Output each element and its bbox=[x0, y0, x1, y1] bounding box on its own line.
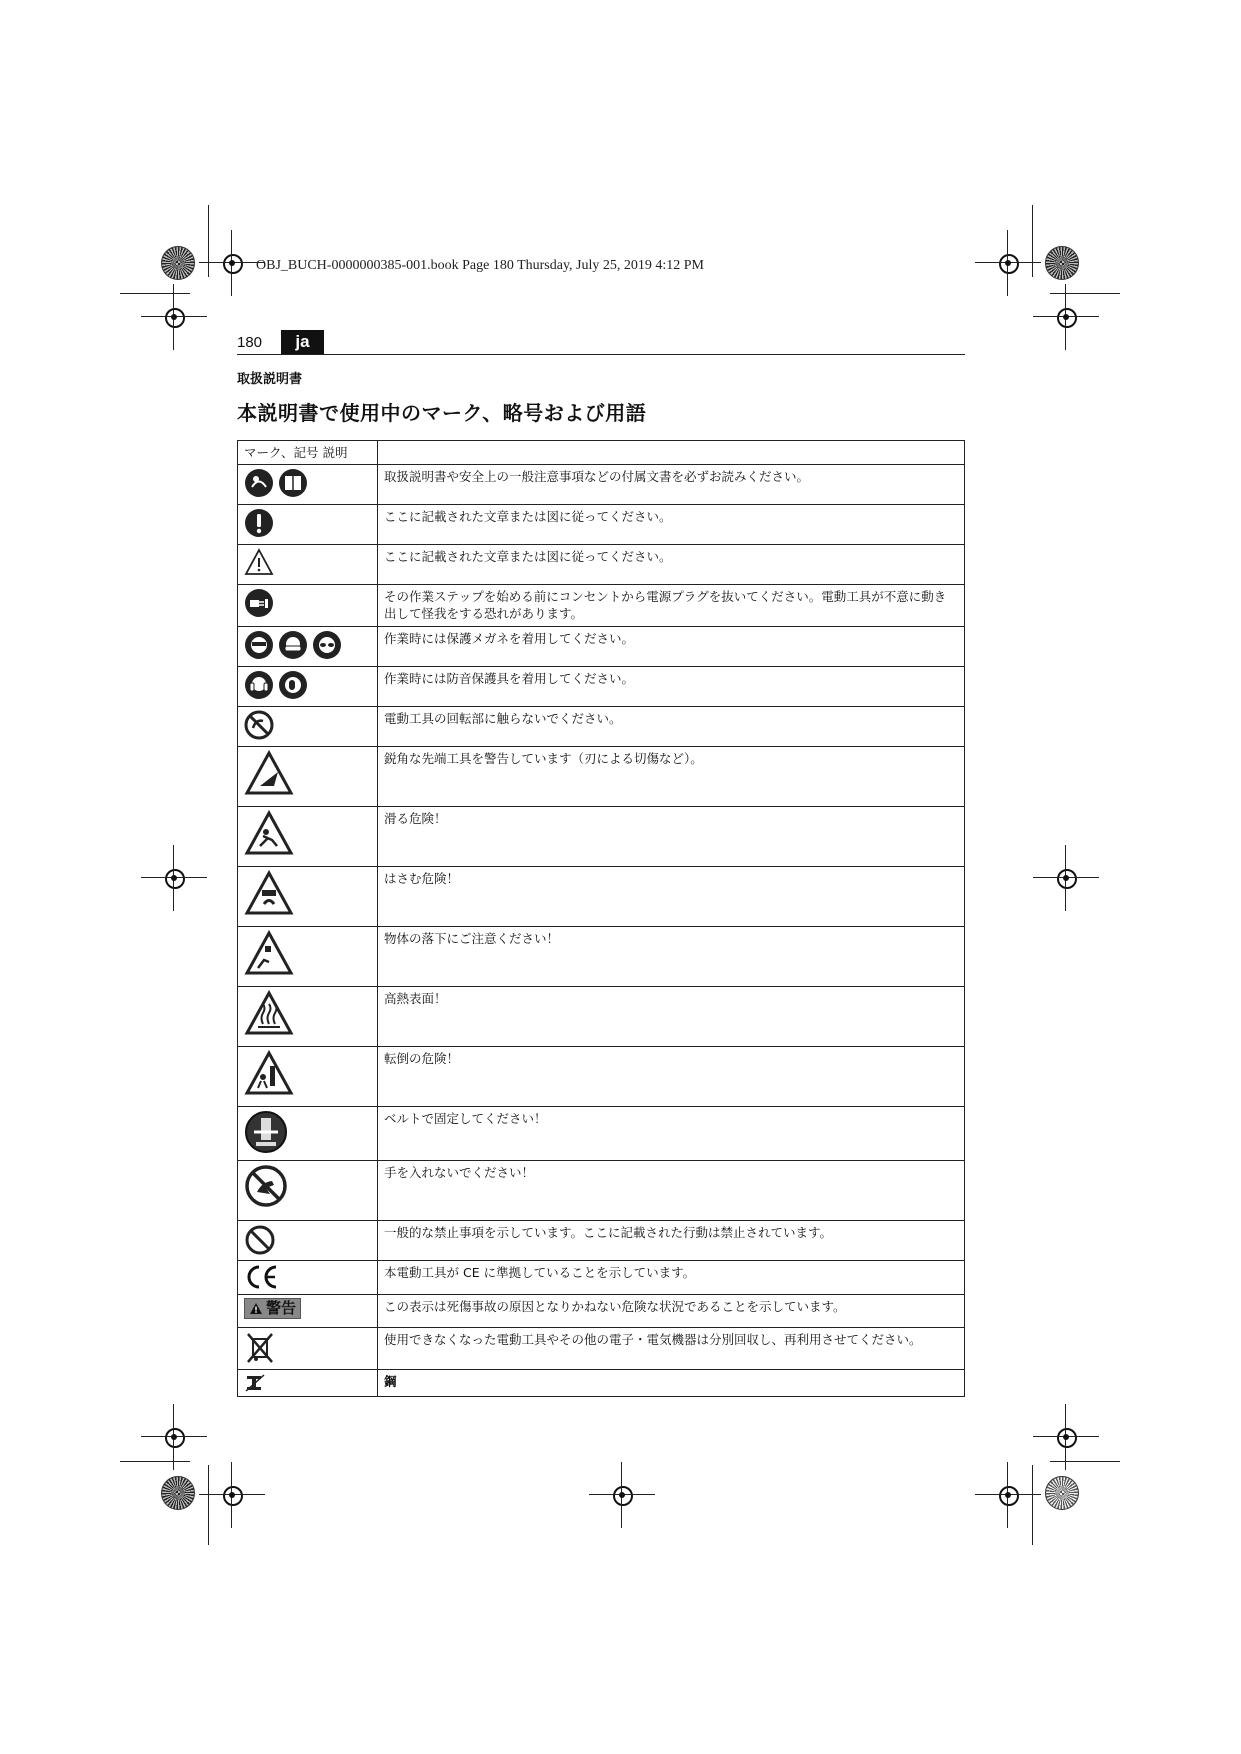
registration-crosshair-icon bbox=[1049, 1420, 1083, 1454]
desc-cell: 滑る危険！ bbox=[378, 807, 965, 867]
exclamation-icon bbox=[244, 508, 274, 538]
column-header-mark: マーク、記号 bbox=[244, 445, 319, 460]
mark-cell bbox=[238, 627, 378, 667]
table-row bbox=[238, 987, 965, 1047]
mark-cell bbox=[238, 505, 378, 545]
table-row bbox=[238, 927, 965, 987]
ce-mark-icon bbox=[244, 1264, 280, 1290]
registration-crosshair-icon bbox=[157, 1420, 191, 1454]
pinch-hazard-icon bbox=[244, 870, 294, 916]
registration-crosshair-icon bbox=[215, 246, 249, 280]
ear-muffs-icon bbox=[278, 670, 308, 700]
mark-cell bbox=[238, 707, 378, 747]
desc-cell: 本電動工具が CE に準拠していることを示しています。 bbox=[378, 1261, 965, 1295]
no-touch-rotating-icon bbox=[244, 710, 274, 740]
desc-cell: はさむ危険！ bbox=[378, 867, 965, 927]
section-label: 取扱説明書 bbox=[237, 372, 303, 387]
warning-triangle-icon bbox=[244, 548, 274, 576]
mark-cell bbox=[238, 1328, 378, 1370]
registration-crosshair-icon bbox=[991, 1478, 1025, 1512]
table-row bbox=[238, 1161, 965, 1221]
desc-cell: 転倒の危険！ bbox=[378, 1047, 965, 1107]
registration-rosette-icon bbox=[1045, 1476, 1079, 1510]
table-row bbox=[238, 585, 965, 627]
mark-cell bbox=[238, 927, 378, 987]
table-row bbox=[238, 627, 965, 667]
mark-cell bbox=[238, 1370, 378, 1397]
registration-crosshair-icon bbox=[1049, 300, 1083, 334]
table-row bbox=[238, 465, 965, 505]
unplug-icon bbox=[244, 588, 274, 618]
desc-cell: 使用できなくなった電動工具やその他の電子・電気機器は分別回収し、再利用させてください。 bbox=[378, 1328, 965, 1370]
desc-cell: 作業時には保護メガネを着用してください。 bbox=[378, 627, 965, 667]
table-row bbox=[238, 1221, 965, 1261]
warning-label-icon bbox=[244, 1298, 301, 1319]
safety-glasses-icon bbox=[312, 630, 342, 660]
mark-cell bbox=[238, 545, 378, 585]
desc-cell: 手を入れないでください！ bbox=[378, 1161, 965, 1221]
hot-surface-icon bbox=[244, 990, 294, 1036]
warning-label-text: 警告 bbox=[266, 1299, 297, 1317]
header-rule bbox=[237, 354, 965, 355]
table-row bbox=[238, 505, 965, 545]
registration-crosshair-icon bbox=[1049, 861, 1083, 895]
mark-cell bbox=[238, 1221, 378, 1261]
table-row bbox=[238, 1370, 965, 1397]
fasten-belt-icon bbox=[244, 1110, 288, 1154]
table-row bbox=[238, 1295, 965, 1328]
column-header-desc: 説明 bbox=[322, 445, 348, 460]
desc-cell: 一般的な禁止事項を示しています。ここに記載された行動は禁止されています。 bbox=[378, 1221, 965, 1261]
registration-crosshair-icon bbox=[157, 861, 191, 895]
prohibition-icon bbox=[244, 1224, 276, 1256]
page-number: 180 bbox=[237, 334, 263, 351]
mark-cell bbox=[238, 465, 378, 505]
desc-cell: 物体の落下にご注意ください！ bbox=[378, 927, 965, 987]
face-shield-icon bbox=[244, 630, 274, 660]
mark-cell bbox=[238, 585, 378, 627]
table-row bbox=[238, 807, 965, 867]
table-header-cell bbox=[238, 441, 378, 465]
desc-cell: その作業ステップを始める前にコンセントから電源プラグを抜いてください。電動工具が不意に動き出して怪我をする恐れがあります。 bbox=[378, 585, 965, 627]
language-tab: ja bbox=[281, 330, 324, 354]
mark-cell bbox=[238, 1295, 378, 1328]
marks-table bbox=[237, 440, 965, 1397]
table-row bbox=[238, 1328, 965, 1370]
table-header-cell bbox=[378, 441, 965, 465]
mark-cell bbox=[238, 1261, 378, 1295]
desc-cell: 取扱説明書や安全上の一般注意事項などの付属文書を必ずお読みください。 bbox=[378, 465, 965, 505]
tipping-hazard-icon bbox=[244, 1050, 294, 1096]
sharp-edge-warning-icon bbox=[244, 750, 294, 796]
registration-rosette-icon bbox=[1045, 246, 1079, 280]
steel-icon bbox=[244, 1373, 266, 1393]
registration-rosette-icon bbox=[161, 1476, 195, 1510]
mark-cell bbox=[238, 1047, 378, 1107]
registration-crosshair-icon bbox=[157, 300, 191, 334]
goggles-icon bbox=[278, 630, 308, 660]
weee-bin-icon bbox=[244, 1331, 276, 1365]
table-row bbox=[238, 1107, 965, 1161]
table-row bbox=[238, 545, 965, 585]
table-row bbox=[238, 867, 965, 927]
registration-crosshair-icon bbox=[215, 1478, 249, 1512]
desc-cell: 電動工具の回転部に触らないでください。 bbox=[378, 707, 965, 747]
desc-cell: 鋭角な先端工具を警告しています（刃による切傷など）。 bbox=[378, 747, 965, 807]
table-row bbox=[238, 667, 965, 707]
manual-book-icon bbox=[278, 468, 308, 498]
mark-cell bbox=[238, 807, 378, 867]
slip-hazard-icon bbox=[244, 810, 294, 856]
mark-cell bbox=[238, 747, 378, 807]
desc-cell: ベルトで固定してください！ bbox=[378, 1107, 965, 1161]
table-row bbox=[238, 1047, 965, 1107]
table-row bbox=[238, 1261, 965, 1295]
desc-cell: 作業時には防音保護具を着用してください。 bbox=[378, 667, 965, 707]
registration-rosette-icon bbox=[161, 246, 195, 280]
desc-cell: ここに記載された文章または図に従ってください。 bbox=[378, 505, 965, 545]
desc-cell: この表示は死傷事故の原因となりかねない危険な状況であることを示しています。 bbox=[378, 1295, 965, 1328]
no-hands-icon bbox=[244, 1164, 288, 1208]
desc-cell: 鋼 bbox=[378, 1370, 965, 1397]
table-row bbox=[238, 707, 965, 747]
registration-crosshair-icon bbox=[605, 1478, 639, 1512]
desc-cell: 高熱表面！ bbox=[378, 987, 965, 1047]
read-manual-icon bbox=[244, 468, 274, 498]
mark-cell bbox=[238, 667, 378, 707]
mark-cell bbox=[238, 867, 378, 927]
mark-cell bbox=[238, 1161, 378, 1221]
mark-cell bbox=[238, 987, 378, 1047]
registration-crosshair-icon bbox=[991, 246, 1025, 280]
mark-cell bbox=[238, 1107, 378, 1161]
falling-object-icon bbox=[244, 930, 294, 976]
ear-protection-icon bbox=[244, 670, 274, 700]
table-row bbox=[238, 747, 965, 807]
book-slug-line: OBJ_BUCH-0000000385-001.book Page 180 Thursday, July 25, 2019 4:12 PM bbox=[256, 258, 705, 273]
page-title: 本説明書で使用中のマーク、略号および用語 bbox=[237, 401, 647, 425]
desc-cell: ここに記載された文章または図に従ってください。 bbox=[378, 545, 965, 585]
